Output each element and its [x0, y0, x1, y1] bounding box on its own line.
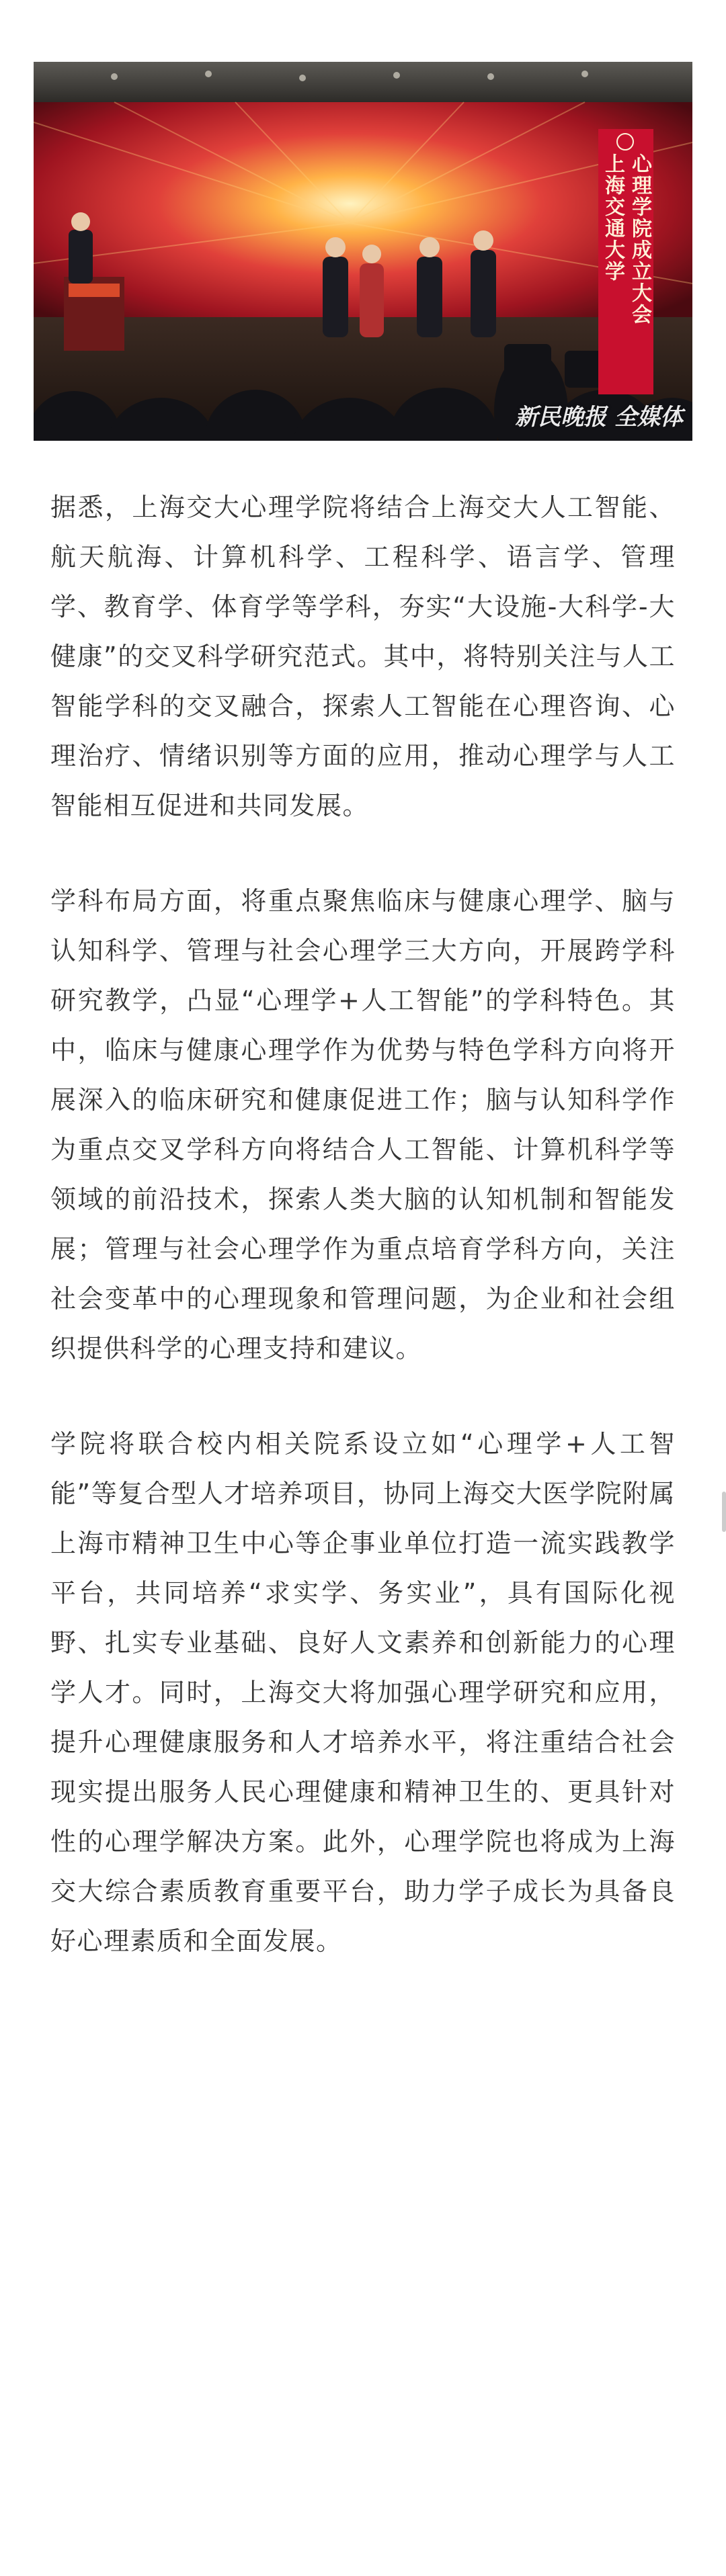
article-paragraph: 学院将联合校内相关院系设立如“心理学+人工智能”等复合型人才培养项目，协同上海交大医学院附属上海市精神卫生中心等企事业单位打造一流实践教学平台，共同培养“求实学、务实业”，具有国际化视野、扎实专业基础、良好人文素养和创新能力的心理学人才。同时，上海交大将加强心理学研究和应用，提升心理健康服务和人才培养水平，将注重结合社会现实提出服务人民心理健康和精神卫生的、更具针对性的心理学解决方案。此外，心理学院也将成为上海交大综合素质教育重要平台，助力学子成长为具备良好心理素质和全面发展。	[50, 1429, 676, 1956]
stage-scene	[34, 62, 692, 441]
article-body	[50, 482, 676, 2012]
article-paragraph: 据悉，上海交大心理学院将结合上海交大人工智能、航天航海、计算机科学、工程科学、语言学、管理学、教育学、体育学等学科，夯实“大设施-大科学-大健康”的交叉科学研究范式。其中，将特别关注与人工智能学科的交叉融合，探索人工智能在心理咨询、心理治疗、情绪识别等方面的应用，推动心理学与人工智能相互促进和共同发展。	[50, 492, 676, 820]
banner-title: 心理学院成立大会	[628, 153, 651, 325]
scrollbar[interactable]	[722, 1492, 726, 1532]
banner-university: 上海交通大学	[601, 153, 624, 282]
media-watermark: 新民晚报 全媒体	[515, 404, 683, 431]
article-paragraph: 学科布局方面，将重点聚焦临床与健康心理学、脑与认知科学、管理与社会心理学三大方向，开展跨学科研究教学，凸显“心理学+人工智能”的学科特色。其中，临床与健康心理学作为优势与特色学科方向将开展深入的临床研究和健康促进工作；脑与认知科学作为重点交叉学科方向将结合人工智能、计算机科学等领域的前沿技术，探索人类大脑的认知机制和智能发展；管理与社会心理学作为重点培育学科方向，关注社会变革中的心理现象和管理问题，为企业和社会组织提供科学的心理支持和建议。	[50, 886, 676, 1363]
university-logo-icon	[616, 133, 634, 151]
event-photo	[34, 62, 692, 441]
event-banner	[598, 129, 653, 394]
